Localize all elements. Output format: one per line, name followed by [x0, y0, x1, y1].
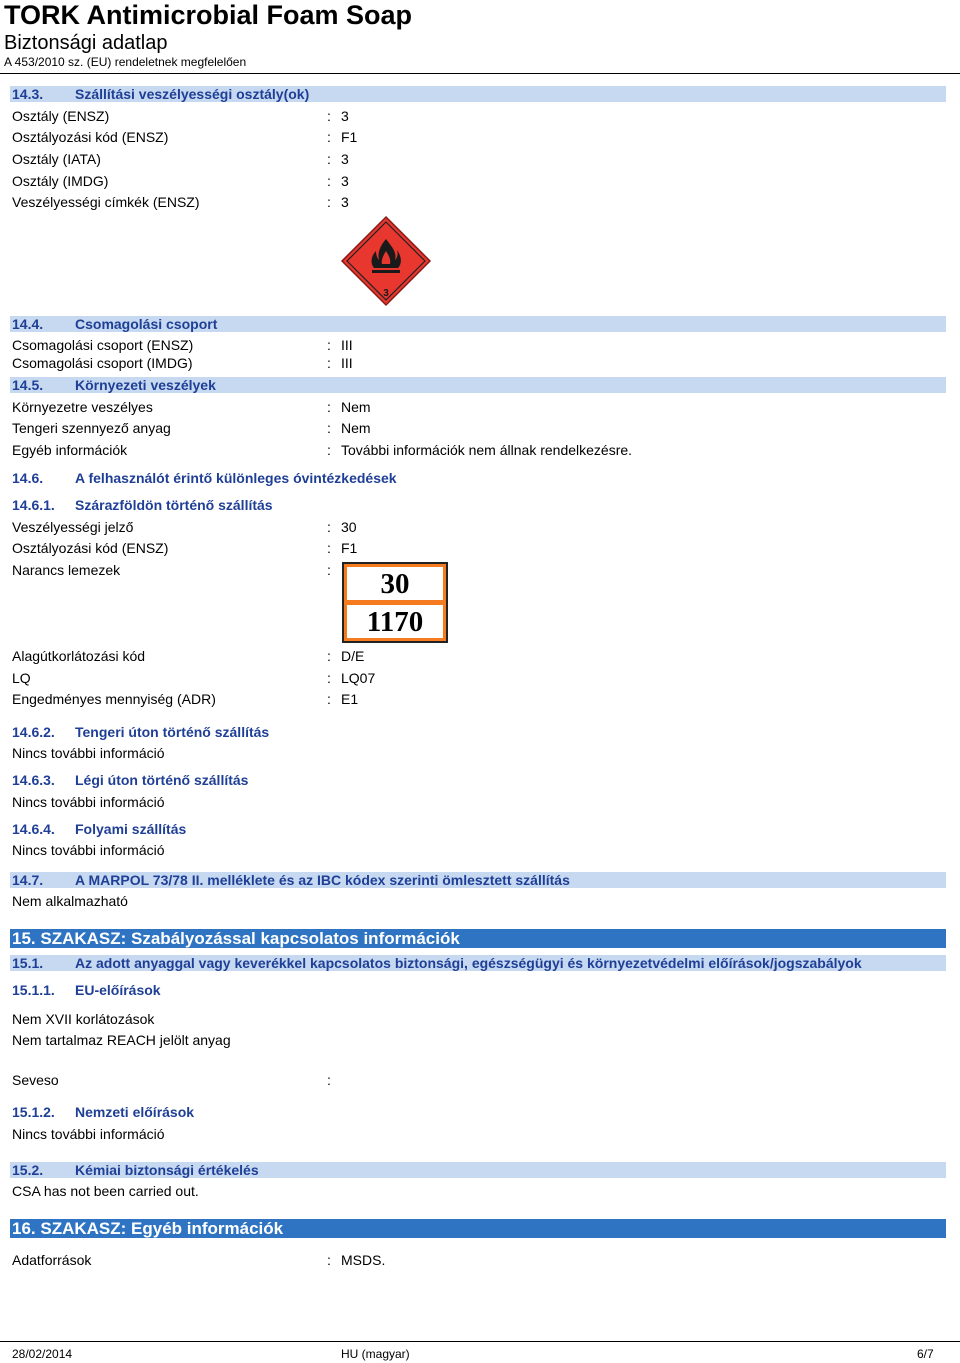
row-value: Nem — [341, 420, 371, 436]
row-value: 3 — [341, 151, 349, 167]
colon: : — [327, 173, 331, 189]
section-text: Nincs további információ — [12, 794, 165, 810]
row-label: Környezetre veszélyes — [12, 399, 153, 415]
row-value: További információk nem állnak rendelkezésre. — [341, 442, 633, 458]
section-title: A felhasználót érintő különleges óvintézkedések — [75, 470, 397, 486]
section-title: Az adott anyaggal vagy keverékkel kapcsolatos biztonsági, egészségügyi és környezetvédelmi előírások/jogszabályok — [75, 955, 862, 971]
colon: : — [327, 691, 331, 707]
section-number: 15.2. — [12, 1162, 44, 1178]
colon: : — [327, 648, 331, 664]
section-number: 14.6.4. — [12, 821, 55, 837]
section-number: 14.5. — [12, 377, 44, 393]
section-title: Kémiai biztonsági értékelés — [75, 1162, 259, 1178]
row-value: F1 — [341, 129, 358, 145]
section-title: A MARPOL 73/78 II. melléklete és az IBC kódex szerinti ömlesztett szállítás — [75, 872, 570, 888]
row-label: Adatforrások — [12, 1252, 92, 1268]
row-label: Csomagolási csoport (IMDG) — [12, 355, 193, 371]
colon: : — [327, 670, 331, 686]
orange-plate — [342, 562, 448, 643]
section-text: Nincs további információ — [12, 1126, 165, 1142]
row-value: Nem — [341, 399, 371, 415]
colon: : — [327, 420, 331, 436]
section-15-2-header — [10, 1162, 946, 1178]
hazard-class-number: 3 — [383, 288, 389, 299]
section-title: 16. SZAKASZ: Egyéb információk — [12, 1219, 284, 1238]
section-14-4-header — [10, 316, 946, 332]
section-number: 15.1. — [12, 955, 44, 971]
colon: : — [327, 129, 331, 145]
row-label: Narancs lemezek — [12, 562, 121, 578]
colon: : — [327, 562, 331, 578]
header-divider — [0, 73, 960, 74]
section-number: 14.4. — [12, 316, 44, 332]
section-number: 14.6.2. — [12, 724, 55, 740]
regulation-note: A 453/2010 sz. (EU) rendeletnek megfelelően — [4, 55, 247, 69]
section-14-5-header — [10, 377, 946, 393]
row-label: Osztályozási kód (ENSZ) — [12, 129, 169, 145]
footer-language: HU (magyar) — [341, 1347, 410, 1361]
section-text: Nincs további információ — [12, 842, 165, 858]
section-title: Folyami szállítás — [75, 821, 187, 837]
row-value: 3 — [341, 194, 349, 210]
colon: : — [327, 1252, 331, 1268]
colon: : — [327, 194, 331, 210]
row-value: 3 — [341, 173, 349, 189]
footer-page-number: 6/7 — [917, 1347, 934, 1361]
row-value: III — [341, 337, 353, 353]
section-16-header — [10, 1219, 946, 1238]
footer-divider — [0, 1341, 960, 1342]
section-text: Nincs további információ — [12, 745, 165, 761]
row-value: F1 — [341, 540, 358, 556]
colon: : — [327, 337, 331, 353]
section-number: 14.6.3. — [12, 772, 55, 788]
section-title: Csomagolási csoport — [75, 316, 218, 332]
row-label: Osztály (IMDG) — [12, 173, 109, 189]
row-label: Osztály (ENSZ) — [12, 108, 110, 124]
section-text: Nem tartalmaz REACH jelölt anyag — [12, 1032, 231, 1048]
row-value: 30 — [341, 519, 357, 535]
colon: : — [327, 399, 331, 415]
row-label: Osztály (IATA) — [12, 151, 101, 167]
section-title: Szárazföldön történő szállítás — [75, 497, 273, 513]
row-value: E1 — [341, 691, 359, 707]
row-value: III — [341, 355, 353, 371]
colon: : — [327, 355, 331, 371]
footer-date: 28/02/2014 — [12, 1347, 73, 1361]
row-label: Alagútkorlátozási kód — [12, 648, 146, 664]
section-14-3-header — [10, 86, 946, 102]
section-number: 15.1.2. — [12, 1104, 55, 1120]
flammable-liquid-hazard-icon — [340, 215, 432, 307]
section-15-1-header — [10, 955, 946, 971]
section-number: 14.6. — [12, 470, 44, 486]
section-number: 14.6.1. — [12, 497, 55, 513]
section-title: Szállítási veszélyességi osztály(ok) — [75, 86, 310, 102]
row-value: 3 — [341, 108, 349, 124]
section-title: 15. SZAKASZ: Szabályozással kapcsolatos információk — [12, 929, 460, 948]
colon: : — [327, 1072, 331, 1088]
colon: : — [327, 540, 331, 556]
plate-hazard-number: 30 — [347, 567, 443, 600]
section-title: Környezeti veszélyek — [75, 377, 216, 393]
colon: : — [327, 151, 331, 167]
document-subtitle: Biztonsági adatlap — [4, 32, 168, 54]
row-label: Engedményes mennyiség (ADR) — [12, 691, 216, 707]
row-label: Seveso — [12, 1072, 59, 1088]
section-15-header — [10, 929, 946, 948]
plate-un-number: 1170 — [347, 605, 443, 638]
row-label: Veszélyességi címkék (ENSZ) — [12, 194, 200, 210]
row-label: Veszélyességi jelző — [12, 519, 134, 535]
section-title: Tengeri úton történő szállítás — [75, 724, 270, 740]
section-number: 14.3. — [12, 86, 44, 102]
section-14-7-header — [10, 872, 946, 888]
document-title: TORK Antimicrobial Foam Soap — [4, 0, 413, 30]
section-title: Nemzeti előírások — [75, 1104, 195, 1120]
section-title: EU-előírások — [75, 982, 161, 998]
section-number: 14.7. — [12, 872, 44, 888]
colon: : — [327, 519, 331, 535]
row-label: Osztályozási kód (ENSZ) — [12, 540, 169, 556]
section-text: Nem alkalmazható — [12, 893, 128, 909]
row-value: D/E — [341, 648, 365, 664]
section-title: Légi úton történő szállítás — [75, 772, 249, 788]
row-label: LQ — [12, 670, 31, 686]
row-label: Csomagolási csoport (ENSZ) — [12, 337, 194, 353]
section-number: 15.1.1. — [12, 982, 55, 998]
row-value: LQ07 — [341, 670, 376, 686]
row-value: MSDS. — [341, 1252, 386, 1268]
section-text: Nem XVII korlátozások — [12, 1011, 155, 1027]
colon: : — [327, 442, 331, 458]
row-label: Tengeri szennyező anyag — [12, 420, 171, 436]
section-text: CSA has not been carried out. — [12, 1183, 199, 1199]
colon: : — [327, 108, 331, 124]
row-label: Egyéb információk — [12, 442, 128, 458]
